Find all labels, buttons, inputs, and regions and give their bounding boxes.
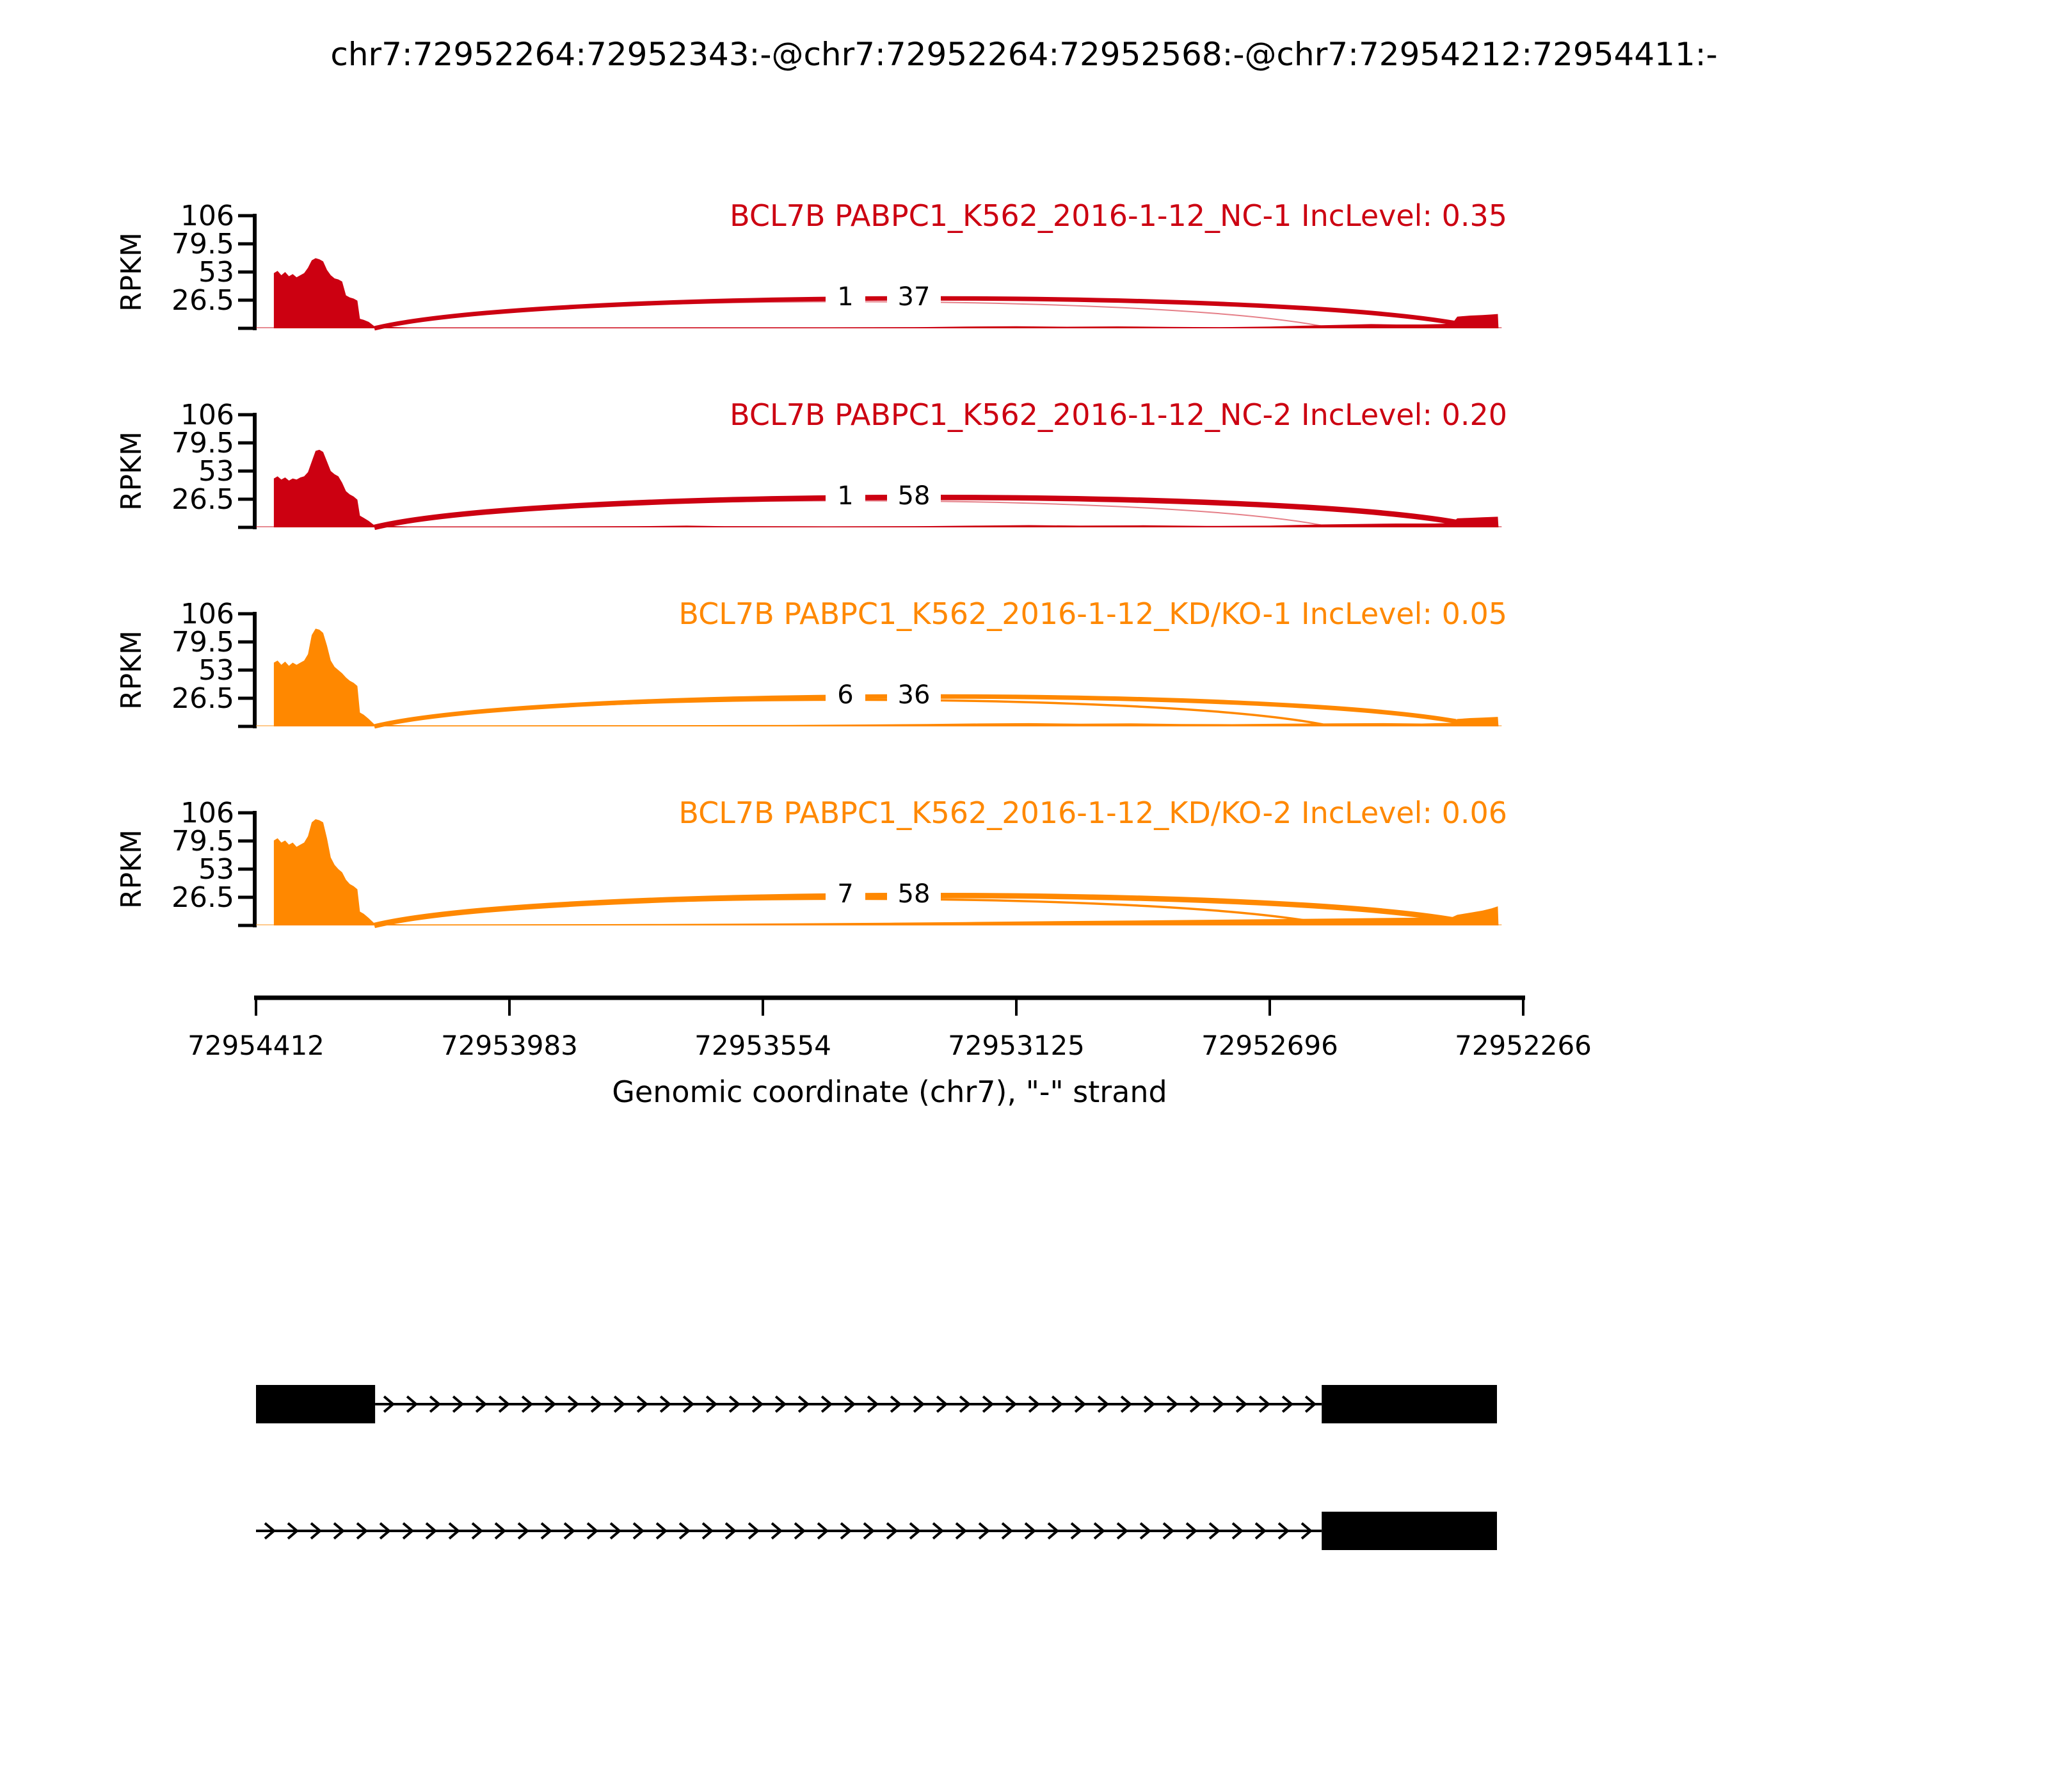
rpkm-tick-label: 26.5 (172, 483, 234, 516)
rpkm-tick-label: 79.5 (172, 228, 234, 260)
x-axis-tick-label: 72954412 (188, 1030, 324, 1061)
x-axis-tick-label: 72952696 (1201, 1030, 1338, 1061)
rpkm-axis-title: RPKM (115, 431, 148, 511)
rpkm-tick-label: 79.5 (172, 626, 234, 659)
rpkm-tick-label: 106 (180, 200, 234, 232)
junction-count-skipping: 58 (897, 481, 931, 511)
rpkm-axis-title: RPKM (115, 630, 148, 710)
x-axis-title: Genomic coordinate (chr7), "-" strand (612, 1075, 1167, 1109)
junction-count-inclusion: 7 (837, 879, 854, 909)
junction-count-skipping: 36 (897, 680, 931, 710)
plot-title: chr7:72952264:72952343:-@chr7:72952264:72952568:-@chr7:72954212:72954411:- (330, 36, 1718, 73)
junction-count-inclusion: 1 (837, 282, 854, 312)
junction-count-skipping: 37 (897, 282, 931, 312)
rpkm-tick-label: 53 (198, 654, 234, 687)
transcript-exon (1322, 1385, 1497, 1423)
rpkm-tick-label: 53 (198, 853, 234, 886)
transcript-exon (1322, 1512, 1497, 1550)
rpkm-tick-label: 79.5 (172, 825, 234, 858)
coverage-area (274, 819, 1498, 925)
rpkm-tick-label: 106 (180, 797, 234, 829)
rpkm-axis-title: RPKM (115, 232, 148, 312)
rpkm-tick-label: 53 (198, 256, 234, 289)
track-title: BCL7B PABPC1_K562_2016-1-12_KD/KO-1 IncLevel: 0.05 (678, 596, 1507, 631)
x-axis-tick-label: 72953125 (948, 1030, 1085, 1061)
junction-count-inclusion: 6 (837, 680, 854, 710)
rpkm-tick-label: 106 (180, 598, 234, 630)
x-axis-tick-label: 72953554 (694, 1030, 831, 1061)
junction-count-skipping: 58 (897, 879, 931, 909)
track-title: BCL7B PABPC1_K562_2016-1-12_KD/KO-2 IncLevel: 0.06 (678, 796, 1507, 830)
rpkm-tick-label: 79.5 (172, 427, 234, 460)
rpkm-tick-label: 26.5 (172, 284, 234, 317)
track-title: BCL7B PABPC1_K562_2016-1-12_NC-1 IncLevel: 0.35 (730, 198, 1507, 233)
transcript-exon (256, 1385, 375, 1423)
rpkm-tick-label: 106 (180, 399, 234, 431)
junction-count-inclusion: 1 (837, 481, 854, 511)
x-axis-tick-label: 72953983 (441, 1030, 578, 1061)
rpkm-tick-label: 26.5 (172, 881, 234, 914)
rpkm-axis-title: RPKM (115, 829, 148, 909)
x-axis-tick-label: 72952266 (1455, 1030, 1592, 1061)
track-title: BCL7B PABPC1_K562_2016-1-12_NC-2 IncLevel: 0.20 (730, 397, 1507, 432)
rpkm-tick-label: 26.5 (172, 682, 234, 715)
rpkm-tick-label: 53 (198, 455, 234, 488)
